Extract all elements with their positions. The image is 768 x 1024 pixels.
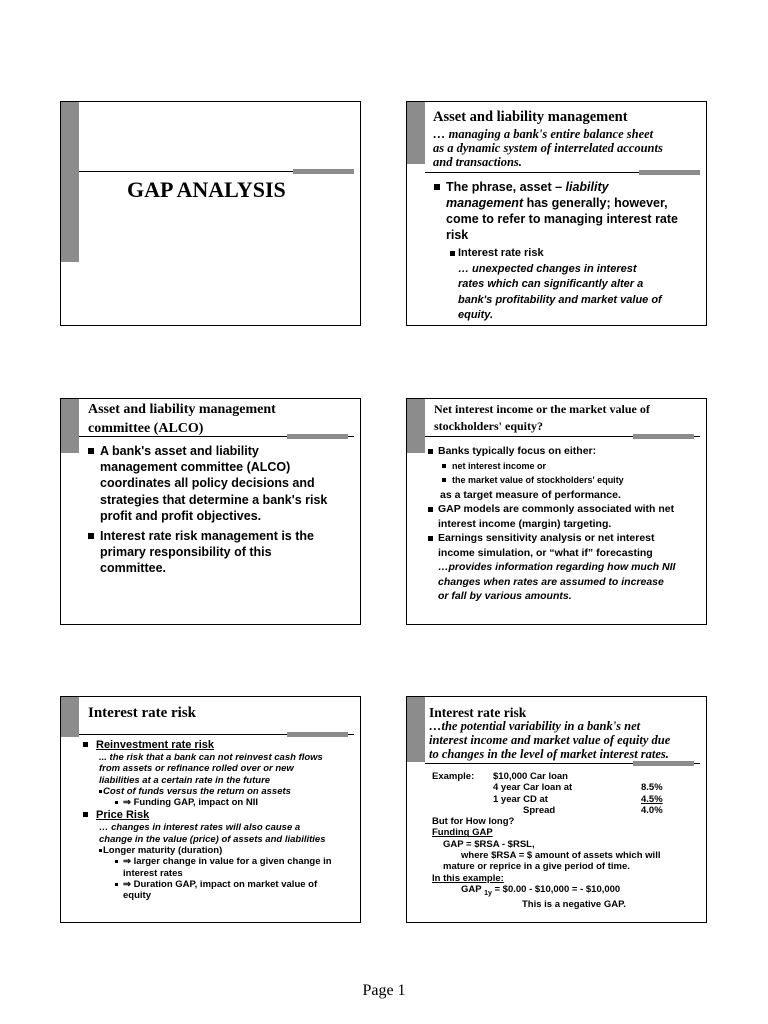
bullet-square-icon bbox=[115, 860, 118, 863]
slide-title: Interest rate risk bbox=[429, 705, 527, 720]
slide-body: Reinvestment rate risk ... the risk that a bank can not reinvest cash flows from assets or refinance rolled over or new liabilities at a certain rate in the future Cost of funds versus the return on assets ⇒ Funding GAP, impact on NII Price Risk … changes in interest rates will also cause a change in the value (price) of assets and liabilities Longer maturity (duration) ⇒ larger change in value for a given change in interest rates ⇒ Duration GAP, impact on market value of equity bbox=[83, 738, 359, 902]
slide-title: Net interest income or the market value of stockholders' equity? bbox=[434, 402, 650, 433]
bullet-square-icon bbox=[450, 251, 455, 256]
slide-interest-rate-risk-example bbox=[406, 696, 707, 923]
accent-bar bbox=[639, 170, 700, 175]
slide-gap-analysis bbox=[60, 101, 361, 326]
bullet-square-icon bbox=[442, 464, 446, 468]
sub-bullet-interest-rate-risk: Interest rate risk … unexpected changes in interest rates which can significantly alter a bank's profitability and market value of equity. bbox=[450, 246, 700, 324]
bullet-square-icon bbox=[428, 536, 433, 541]
accent-bar bbox=[287, 434, 348, 439]
slide-sidebar bbox=[61, 697, 79, 737]
bullet-phrase: The phrase, asset – liability management has generally; however, come to refer to managing interest rate risk bbox=[434, 179, 704, 243]
slide-title: Interest rate risk bbox=[88, 705, 197, 721]
slide-subtitle: …the potential variability in a bank's net interest income and market value of equity due to changes in the level of market interest rates. bbox=[429, 719, 671, 761]
slide-subtitle: … managing a bank's entire balance sheet as a dynamic system of interrelated accounts and transactions. bbox=[433, 127, 663, 169]
slide-sidebar bbox=[407, 399, 425, 453]
slide-asset-liability-management bbox=[406, 101, 707, 326]
slide-title: GAP ANALYSIS bbox=[127, 177, 286, 202]
example-block: Example: $10,000 Car loan 4 year Car loan at 8.5% 1 year CD at 4.5% Spread 4.0% But for How long? Funding GAP GAP = $RSA - $RSL, where $RSA = $ amount of assets which will mature or reprice in a give period of time. In this example: GAP $_{1y}$ = $0.00 - $10,000 = - $10,000 This is a negative GAP. bbox=[432, 771, 663, 911]
slide-sidebar bbox=[61, 102, 79, 262]
bullet-square-icon bbox=[88, 533, 94, 539]
bullet-alco: A bank's asset and liability management committee (ALCO) coordinates all policy decisions and strategies that determine a bank's risk profit and profit objectives. Interest rate risk management is the primary responsibility of this committee. bbox=[88, 443, 358, 577]
slide-net-interest-income bbox=[406, 398, 707, 625]
bullet-square-icon bbox=[428, 507, 433, 512]
bullet-square-icon bbox=[83, 742, 88, 747]
bullet-square-icon bbox=[115, 801, 118, 804]
bullet-square-icon bbox=[83, 812, 88, 817]
accent-bar bbox=[287, 732, 348, 737]
slide-sidebar bbox=[407, 102, 425, 164]
bullet-square-icon bbox=[428, 449, 433, 454]
slide-alco bbox=[60, 398, 361, 625]
bullet-square-icon bbox=[88, 448, 94, 454]
bullet-square-icon bbox=[99, 790, 102, 793]
accent-bar bbox=[633, 761, 694, 766]
slide-body: Banks typically focus on either: net interest income or the market value of stockholders' equity as a target measure of performance. GAP models are commonly associated with net interest income (margin) targeting. Earnings sensitivity analysis or net interest income simulation, or “what if” forecasting …provides information regarding how much NII changes when rates are assumed to increase or fall by various amounts. bbox=[428, 444, 706, 604]
page-number: Page 1 bbox=[362, 982, 406, 999]
bullet-square-icon bbox=[115, 883, 118, 886]
slide-sidebar bbox=[61, 399, 79, 453]
accent-bar bbox=[293, 169, 354, 174]
slide-title: Asset and liability management bbox=[433, 109, 628, 125]
bullet-square-icon bbox=[99, 849, 102, 852]
bullet-square-icon bbox=[442, 478, 446, 482]
slide-interest-rate-risk-types bbox=[60, 696, 361, 923]
slide-sidebar bbox=[407, 697, 425, 762]
slide-title: Asset and liability management committee (ALCO) bbox=[88, 402, 276, 436]
bullet-square-icon bbox=[434, 184, 440, 190]
